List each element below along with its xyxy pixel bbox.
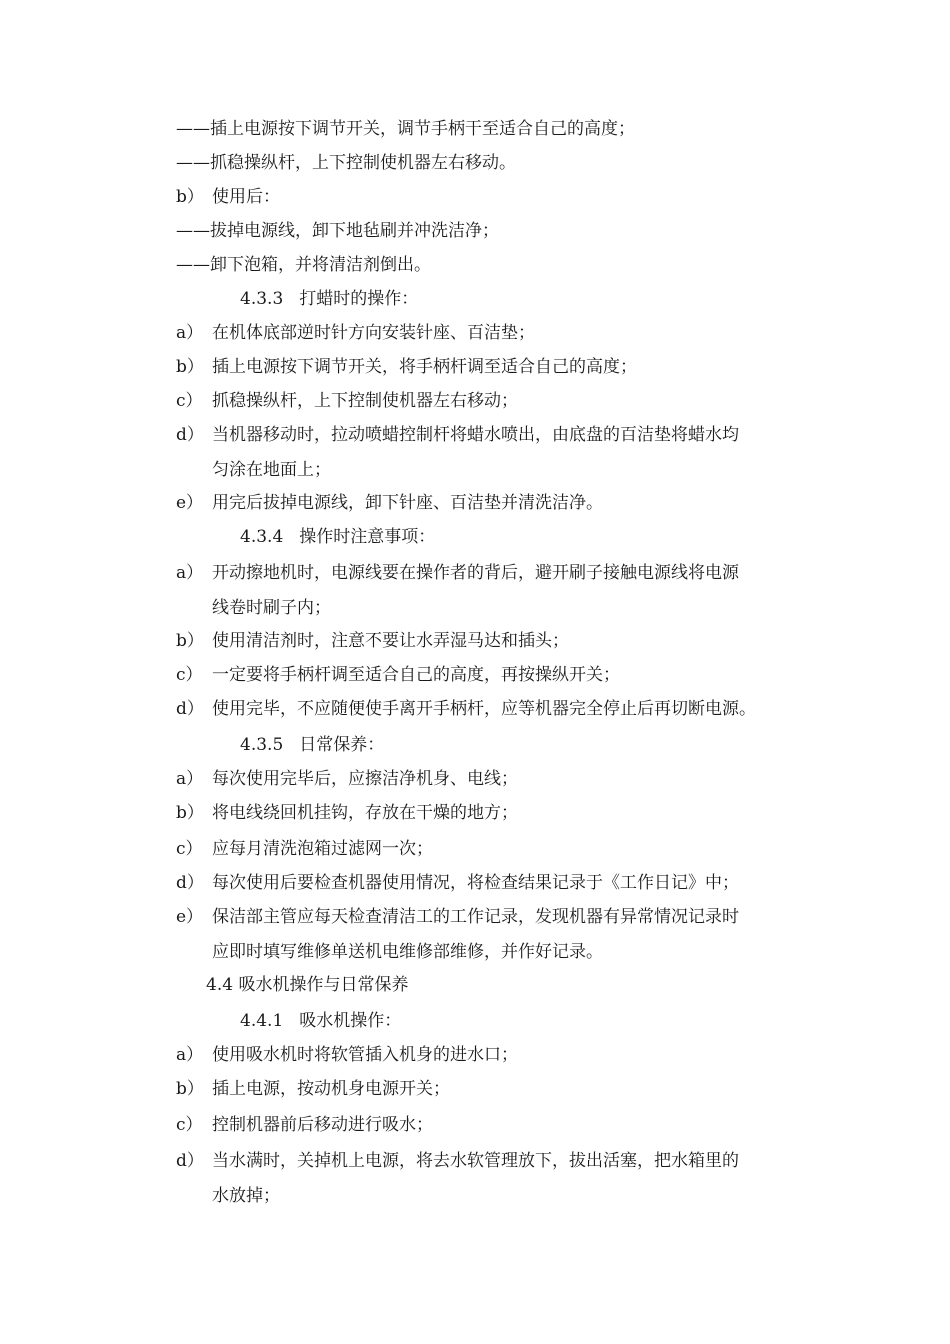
list-marker: a） — [176, 323, 204, 343]
list-item-text: 当机器移动时，拉动喷蜡控制杆将蜡水喷出，由底盘的百洁垫将蜡水均 — [212, 425, 739, 445]
section-title: 日常保养： — [299, 735, 385, 755]
list-marker: b） — [176, 187, 204, 207]
section-heading-4-3-5 — [240, 734, 384, 756]
list-item-text: 抓稳操纵杆，上下控制使机器左右移动； — [212, 391, 518, 411]
section-heading-4-3-4 — [240, 526, 435, 548]
list-marker: a） — [176, 1045, 204, 1065]
list-item-continuation: 水放掉； — [212, 1186, 280, 1206]
list-marker: d） — [176, 699, 204, 719]
list-item-text: 插上电源按下调节开关，将手柄杆调至适合自己的高度； — [212, 357, 637, 377]
section-number: 4.4.1 — [240, 1011, 284, 1031]
list-marker: b） — [176, 803, 204, 823]
section-title: 操作时注意事项： — [299, 527, 436, 547]
section-title: 吸水机操作： — [299, 1011, 402, 1031]
list-marker: c） — [176, 665, 203, 685]
dash-line: ——拔掉电源线，卸下地毡刷并冲洗洁净； — [176, 221, 499, 241]
section-heading-4-3-3 — [240, 288, 418, 310]
list-item-text: 保洁部主管应每天检查清洁工的工作记录，发现机器有异常情况记录时 — [212, 907, 739, 927]
dash-line: ——卸下泡箱，并将清洁剂倒出。 — [176, 255, 431, 275]
section-title: 打蜡时的操作： — [299, 289, 419, 309]
list-marker: b） — [176, 631, 204, 651]
list-item-text: 使用清洁剂时，注意不要让水弄湿马达和插头； — [212, 631, 569, 651]
section-number: 4.3.4 — [240, 527, 284, 547]
list-marker: a） — [176, 563, 204, 583]
list-item-text: 一定要将手柄杆调至适合自己的高度，再按操纵开关； — [212, 665, 620, 685]
list-item-text: 开动擦地机时，电源线要在操作者的背后，避开刷子接触电源线将电源 — [212, 563, 739, 583]
section-heading-4-4: 4.4 吸水机操作与日常保养 — [206, 975, 409, 995]
list-marker: b） — [176, 357, 204, 377]
list-marker: d） — [176, 425, 204, 445]
list-marker: b） — [176, 1079, 204, 1099]
list-marker: d） — [176, 873, 204, 893]
list-marker: a） — [176, 769, 204, 789]
list-item-text: 使用后： — [212, 187, 280, 207]
list-item-text: 在机体底部逆时针方向安装针座、百洁垫； — [212, 323, 535, 343]
list-marker: e） — [176, 907, 204, 927]
list-item-continuation: 应即时填写维修单送机电维修部维修，并作好记录。 — [212, 942, 603, 962]
list-item-continuation: 匀涂在地面上； — [212, 460, 331, 480]
list-item-text: 控制机器前后移动进行吸水； — [212, 1115, 433, 1135]
list-item-text: 用完后拔掉电源线，卸下针座、百洁垫并清洗洁净。 — [212, 493, 603, 513]
list-marker: e） — [176, 493, 204, 513]
dash-line: ——抓稳操纵杆，上下控制使机器左右移动。 — [176, 153, 516, 173]
list-marker: c） — [176, 839, 203, 859]
list-item-text: 每次使用后要检查机器使用情况，将检查结果记录于《工作日记》中； — [212, 873, 739, 893]
section-number: 4.3.3 — [240, 289, 284, 309]
list-item-text: 当水满时，关掉机上电源，将去水软管理放下，拔出活塞，把水箱里的 — [212, 1151, 739, 1171]
list-marker: c） — [176, 391, 203, 411]
list-marker: d） — [176, 1151, 204, 1171]
list-item-text: 应每月清洗泡箱过滤网一次； — [212, 839, 433, 859]
list-item-text: 将电线绕回机挂钩，存放在干燥的地方； — [212, 803, 518, 823]
dash-line: ——插上电源按下调节开关，调节手柄干至适合自己的高度； — [176, 119, 635, 139]
section-number: 4.3.5 — [240, 735, 284, 755]
list-item-continuation: 线卷时刷子内； — [212, 598, 331, 618]
list-item-text: 每次使用完毕后，应擦洁净机身、电线； — [212, 769, 518, 789]
list-item-text: 使用吸水机时将软管插入机身的进水口； — [212, 1045, 518, 1065]
section-heading-4-4-1 — [240, 1010, 401, 1032]
list-item-text: 插上电源，按动机身电源开关； — [212, 1079, 450, 1099]
list-marker: c） — [176, 1115, 203, 1135]
list-item-text: 使用完毕，不应随便使手离开手柄杆，应等机器完全停止后再切断电源。 — [212, 699, 756, 719]
